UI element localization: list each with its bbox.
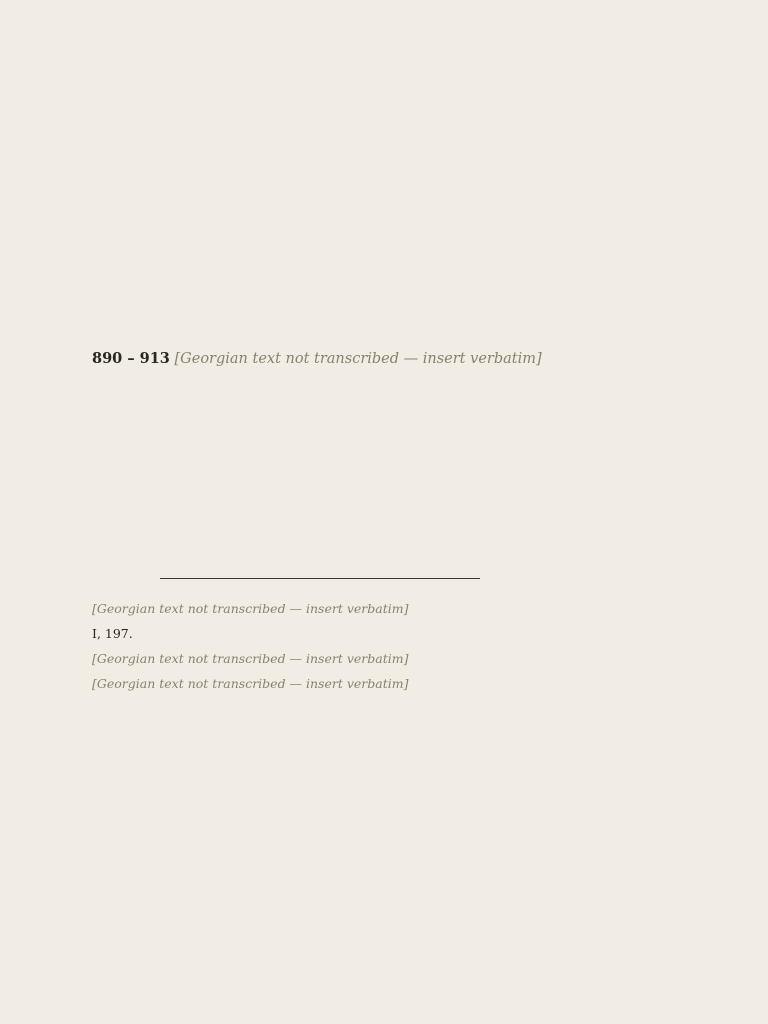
footnotes [92, 598, 692, 698]
footnote-3: [Georgian text not transcribed — insert verbatim] [92, 676, 409, 691]
footnote-2: [Georgian text not transcribed — insert verbatim] [92, 651, 409, 666]
footnote-1: I, 197. [92, 626, 133, 641]
footnote-divider [160, 578, 480, 579]
footnote-star: [Georgian text not transcribed — insert verbatim] [92, 601, 409, 616]
body-placeholder: [Georgian text not transcribed — insert verbatim] [174, 351, 542, 367]
date-range: 890 – 913 [92, 350, 170, 367]
body-paragraph [92, 346, 692, 372]
